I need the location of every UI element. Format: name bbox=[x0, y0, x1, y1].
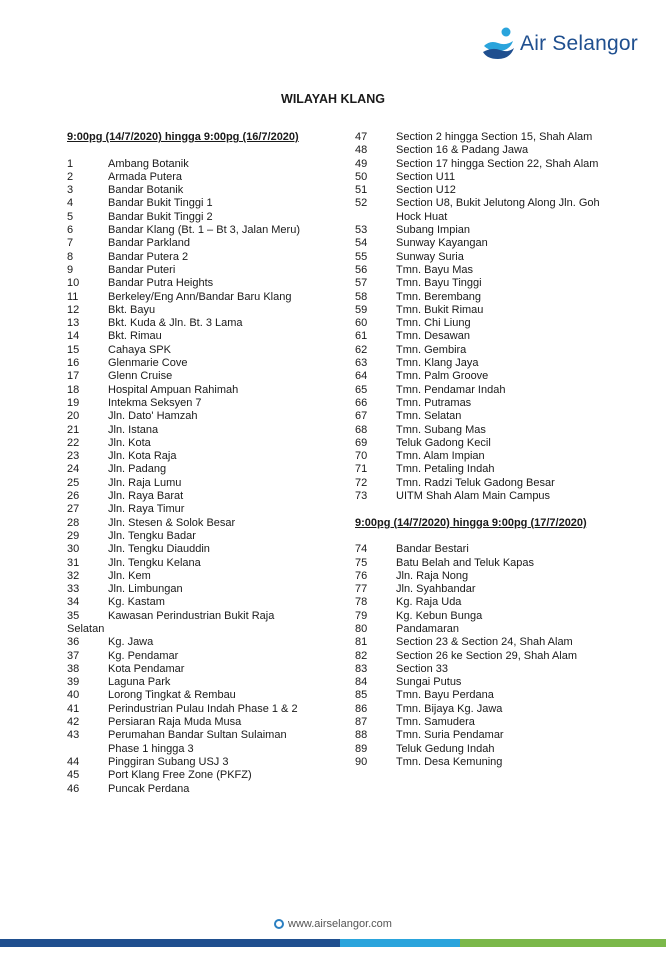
item-number: 18 bbox=[67, 383, 80, 396]
list-item bbox=[355, 703, 625, 716]
list-item bbox=[355, 317, 625, 330]
item-area-name: Section U11 bbox=[396, 170, 456, 183]
list-item bbox=[67, 756, 347, 769]
item-number: 24 bbox=[67, 463, 80, 476]
item-area-name: Tmn. Chi Liung bbox=[396, 317, 471, 330]
list-item bbox=[67, 503, 347, 516]
list-item bbox=[355, 450, 625, 463]
item-number: 33 bbox=[67, 583, 80, 596]
item-number: 79 bbox=[355, 609, 368, 622]
footer-bar-green bbox=[460, 939, 666, 947]
list-item bbox=[355, 171, 625, 184]
item-number: 39 bbox=[67, 676, 80, 689]
list-item bbox=[67, 543, 347, 556]
item-area-name: Bandar Putera 2 bbox=[108, 250, 189, 263]
list-item bbox=[67, 357, 347, 370]
item-number: 26 bbox=[67, 490, 80, 503]
item-number: 76 bbox=[355, 569, 368, 582]
item-area-name: Jln. Tengku Badar bbox=[108, 529, 196, 542]
item-area-name: Batu Belah and Teluk Kapas bbox=[396, 556, 535, 569]
schedule-header-2: 9:00pg (14/7/2020) hingga 9:00pg (17/7/2020) bbox=[355, 516, 587, 529]
list-item bbox=[355, 663, 625, 676]
list-item bbox=[355, 291, 625, 304]
item-area-name: Jln. Istana bbox=[108, 423, 159, 436]
item-number: 46 bbox=[67, 782, 80, 795]
item-number: 25 bbox=[67, 476, 80, 489]
column-left bbox=[67, 131, 347, 796]
globe-icon bbox=[274, 919, 284, 929]
item-area-name: Perindustrian Pulau Indah Phase 1 & 2 bbox=[108, 702, 298, 715]
list-item bbox=[355, 264, 625, 277]
item-number: 85 bbox=[355, 689, 368, 702]
item-area-name: Tmn. Bayu Perdana bbox=[396, 689, 494, 702]
item-number: 16 bbox=[67, 357, 80, 370]
list-item bbox=[355, 357, 625, 370]
list-item bbox=[355, 370, 625, 383]
list-item bbox=[355, 596, 625, 609]
item-area-name: Subang Impian bbox=[396, 224, 470, 237]
item-area-name: Lorong Tingkat & Rembau bbox=[108, 689, 236, 702]
item-area-name: Bandar Bukit Tinggi 1 bbox=[108, 197, 213, 210]
list-item bbox=[67, 636, 347, 649]
item-area-name: Ambang Botanik bbox=[108, 157, 189, 170]
item-number: 43 bbox=[67, 729, 80, 742]
item-area-name: Section 23 & Section 24, Shah Alam bbox=[396, 636, 573, 649]
item-number: 31 bbox=[67, 556, 80, 569]
item-area-name: Jln. Raya Timur bbox=[108, 503, 185, 516]
item-area-name: Kg. Kastam bbox=[108, 596, 165, 609]
item-area-name: Bandar Puteri bbox=[108, 263, 176, 276]
list-item bbox=[67, 197, 347, 210]
list-item bbox=[67, 610, 347, 623]
item-area-name: Tmn. Bayu Mas bbox=[396, 263, 474, 276]
item-area-name: Berkeley/Eng Ann/Bandar Baru Klang bbox=[108, 290, 292, 303]
item-number: 50 bbox=[355, 170, 368, 183]
list-item bbox=[67, 410, 347, 423]
list-item bbox=[355, 330, 625, 343]
item-area-name: Tmn. Bijaya Kg. Jawa bbox=[396, 702, 503, 715]
item-number: 6 bbox=[67, 224, 74, 237]
list-item bbox=[67, 224, 347, 237]
list-item bbox=[67, 171, 347, 184]
item-number: 40 bbox=[67, 689, 80, 702]
list-item bbox=[67, 330, 347, 343]
water-drop-logo-icon bbox=[480, 26, 516, 62]
item-area-name: Kg. Pendamar bbox=[108, 649, 179, 662]
list-item bbox=[355, 650, 625, 663]
item-number bbox=[67, 743, 108, 756]
item-number: 42 bbox=[67, 716, 80, 729]
item-area-name: Tmn. Radzi Teluk Gadong Besar bbox=[396, 476, 555, 489]
list-item bbox=[67, 251, 347, 264]
list-item bbox=[355, 158, 625, 171]
list-item bbox=[355, 424, 625, 437]
item-number: 30 bbox=[67, 543, 80, 556]
item-number bbox=[355, 211, 396, 224]
item-number: 12 bbox=[67, 303, 80, 316]
item-number: 87 bbox=[355, 716, 368, 729]
list-item bbox=[355, 676, 625, 689]
list-item bbox=[67, 304, 347, 317]
item-number: 28 bbox=[67, 516, 80, 529]
list-item bbox=[355, 144, 625, 157]
list-item bbox=[67, 530, 347, 543]
list-item bbox=[67, 517, 347, 530]
item-area-name: Persiaran Raja Muda Musa bbox=[108, 716, 242, 729]
item-area-name: Bandar Parkland bbox=[108, 237, 190, 250]
item-number: 70 bbox=[355, 450, 368, 463]
item-area-name: Jln. Raja Nong bbox=[396, 569, 469, 582]
list-item bbox=[355, 689, 625, 702]
item-area-name: Kota Pendamar bbox=[108, 662, 185, 675]
air-selangor-logo bbox=[480, 24, 638, 64]
list-item bbox=[355, 237, 625, 250]
item-area-name: Hock Huat bbox=[396, 210, 448, 223]
item-area-name: Section 17 hingga Section 22, Shah Alam bbox=[396, 157, 599, 170]
item-number: 34 bbox=[67, 596, 80, 609]
list-item bbox=[67, 743, 347, 756]
item-area-name: Bkt. Rimau bbox=[108, 330, 162, 343]
item-area-name: Kawasan Perindustrian Bukit Raja bbox=[108, 609, 275, 622]
item-area-name: Perumahan Bandar Sultan Sulaiman bbox=[108, 729, 287, 742]
list-item bbox=[355, 397, 625, 410]
list-item bbox=[67, 317, 347, 330]
item-number: 59 bbox=[355, 303, 368, 316]
item-number: 88 bbox=[355, 729, 368, 742]
column-right bbox=[355, 131, 625, 769]
list-item bbox=[355, 716, 625, 729]
item-number: 36 bbox=[67, 636, 80, 649]
item-number: 29 bbox=[67, 529, 80, 542]
item-area-name: Glenmarie Cove bbox=[108, 357, 188, 370]
list-item bbox=[67, 557, 347, 570]
area-list-3 bbox=[355, 543, 625, 769]
list-item bbox=[67, 463, 347, 476]
website-url: www.airselangor.com bbox=[288, 918, 392, 930]
item-area-name: Bandar Putra Heights bbox=[108, 277, 214, 290]
list-item bbox=[355, 477, 625, 490]
item-area-name: Tmn. Klang Jaya bbox=[396, 357, 479, 370]
list-item bbox=[67, 397, 347, 410]
item-area-name: Phase 1 hingga 3 bbox=[108, 742, 194, 755]
item-number: 9 bbox=[67, 263, 74, 276]
item-number: 55 bbox=[355, 250, 368, 263]
item-area-name: Jln. Kota Raja bbox=[108, 450, 177, 463]
item-number: 78 bbox=[355, 596, 368, 609]
item-number: 65 bbox=[355, 383, 368, 396]
item-number: 37 bbox=[67, 649, 80, 662]
list-item bbox=[355, 197, 625, 210]
list-item bbox=[67, 769, 347, 782]
list-item bbox=[67, 291, 347, 304]
item-number: 89 bbox=[355, 742, 368, 755]
item-area-name: Sunway Kayangan bbox=[396, 237, 488, 250]
item-area-name: Jln. Kota bbox=[108, 436, 151, 449]
item-area-name: Jln. Raya Barat bbox=[108, 490, 184, 503]
item-area-name: Bandar Botanik bbox=[108, 184, 184, 197]
item-number: 82 bbox=[355, 649, 368, 662]
item-number: 44 bbox=[67, 755, 80, 768]
item-area-name: Tmn. Samudera bbox=[396, 716, 475, 729]
item-area-name: Tmn. Petaling Indah bbox=[396, 463, 495, 476]
item-area-name: Glenn Cruise bbox=[108, 370, 173, 383]
item-area-name: Tmn. Pendamar Indah bbox=[396, 383, 506, 396]
footer-bar-blue bbox=[0, 939, 340, 947]
item-number: 51 bbox=[355, 184, 368, 197]
item-area-name: Jln. Dato' Hamzah bbox=[108, 410, 198, 423]
item-area-name: Kg. Raja Uda bbox=[396, 596, 462, 609]
list-item bbox=[67, 211, 347, 224]
list-item bbox=[67, 490, 347, 503]
item-area-name: Tmn. Gembira bbox=[396, 343, 467, 356]
item-number: 64 bbox=[355, 370, 368, 383]
item-number: 2 bbox=[67, 170, 74, 183]
list-item bbox=[355, 570, 625, 583]
item-number: 57 bbox=[355, 277, 368, 290]
item-area-name: Jln. Raja Lumu bbox=[108, 476, 182, 489]
list-item bbox=[67, 450, 347, 463]
item-area-name: Jln. Syahbandar bbox=[396, 583, 476, 596]
item-number: 1 bbox=[67, 157, 74, 170]
item-area-name: Tmn. Subang Mas bbox=[396, 423, 486, 436]
item-number: 53 bbox=[355, 224, 368, 237]
list-item bbox=[67, 184, 347, 197]
item-area-name: UITM Shah Alam Main Campus bbox=[396, 490, 551, 503]
item-area-name: Kg. Kebun Bunga bbox=[396, 609, 483, 622]
item-number: 35 bbox=[67, 609, 80, 622]
list-item bbox=[355, 610, 625, 623]
item-area-name: Selatan bbox=[67, 622, 105, 635]
item-area-name: Puncak Perdana bbox=[108, 782, 190, 795]
list-item bbox=[355, 557, 625, 570]
item-number: 68 bbox=[355, 423, 368, 436]
list-item bbox=[355, 184, 625, 197]
item-area-name: Tmn. Desawan bbox=[396, 330, 470, 343]
item-area-name: Bkt. Bayu bbox=[108, 303, 156, 316]
item-number: 80 bbox=[355, 622, 368, 635]
item-area-name: Pinggiran Subang USJ 3 bbox=[108, 755, 229, 768]
item-area-name: Jln. Limbungan bbox=[108, 583, 183, 596]
item-area-name: Teluk Gedung Indah bbox=[396, 742, 495, 755]
item-area-name: Jln. Kem bbox=[108, 569, 151, 582]
item-number: 41 bbox=[67, 702, 80, 715]
item-number: 73 bbox=[355, 490, 368, 503]
item-area-name: Sungai Putus bbox=[396, 676, 462, 689]
list-item bbox=[355, 437, 625, 450]
item-area-name: Cahaya SPK bbox=[108, 343, 171, 356]
list-item bbox=[67, 583, 347, 596]
item-area-name: Port Klang Free Zone (PKFZ) bbox=[108, 769, 252, 782]
item-number: 63 bbox=[355, 357, 368, 370]
list-item bbox=[67, 703, 347, 716]
list-item bbox=[67, 676, 347, 689]
item-number: 71 bbox=[355, 463, 368, 476]
item-area-name: Tmn. Bayu Tinggi bbox=[396, 277, 482, 290]
item-number: 7 bbox=[67, 237, 74, 250]
item-number: 5 bbox=[67, 210, 74, 223]
area-list-1 bbox=[67, 158, 347, 796]
item-number: 49 bbox=[355, 157, 368, 170]
item-number: 54 bbox=[355, 237, 368, 250]
list-item bbox=[355, 251, 625, 264]
item-number: 47 bbox=[355, 131, 368, 143]
list-item bbox=[67, 783, 347, 796]
item-number: 15 bbox=[67, 343, 80, 356]
list-item bbox=[67, 623, 347, 636]
item-number: 48 bbox=[355, 144, 368, 157]
list-item bbox=[67, 384, 347, 397]
list-item bbox=[355, 410, 625, 423]
list-item bbox=[355, 756, 625, 769]
item-number: 13 bbox=[67, 317, 80, 330]
item-area-name: Pandamaran bbox=[396, 622, 459, 635]
list-item bbox=[355, 463, 625, 476]
item-number: 45 bbox=[67, 769, 80, 782]
item-number: 8 bbox=[67, 250, 74, 263]
item-number: 75 bbox=[355, 556, 368, 569]
item-number: 77 bbox=[355, 583, 368, 596]
list-item bbox=[355, 211, 625, 224]
list-item bbox=[67, 277, 347, 290]
item-area-name: Tmn. Suria Pendamar bbox=[396, 729, 504, 742]
item-number: 62 bbox=[355, 343, 368, 356]
item-area-name: Jln. Stesen & Solok Besar bbox=[108, 516, 236, 529]
item-number: 66 bbox=[355, 396, 368, 409]
item-number: 56 bbox=[355, 263, 368, 276]
item-area-name: Sunway Suria bbox=[396, 250, 464, 263]
item-number: 14 bbox=[67, 330, 80, 343]
list-item bbox=[67, 663, 347, 676]
item-area-name: Tmn. Putramas bbox=[396, 396, 472, 409]
item-area-name: Jln. Padang bbox=[108, 463, 167, 476]
list-item bbox=[355, 623, 625, 636]
item-number: 19 bbox=[67, 396, 80, 409]
list-item bbox=[355, 131, 625, 144]
item-area-name: Section 2 hingga Section 15, Shah Alam bbox=[396, 131, 593, 143]
item-number: 38 bbox=[67, 662, 80, 675]
item-number: 17 bbox=[67, 370, 80, 383]
item-area-name: Tmn. Alam Impian bbox=[396, 450, 485, 463]
item-area-name: Tmn. Desa Kemuning bbox=[396, 755, 503, 768]
footer-color-bar bbox=[0, 939, 666, 947]
item-area-name: Hospital Ampuan Rahimah bbox=[108, 383, 239, 396]
item-area-name: Tmn. Palm Groove bbox=[396, 370, 489, 383]
item-number: 67 bbox=[355, 410, 368, 423]
list-item bbox=[355, 743, 625, 756]
list-item bbox=[67, 596, 347, 609]
page-title: WILAYAH KLANG bbox=[281, 92, 385, 106]
item-area-name: Section U8, Bukit Jelutong Along Jln. Goh bbox=[396, 197, 600, 210]
list-item bbox=[355, 277, 625, 290]
item-number: 81 bbox=[355, 636, 368, 649]
item-area-name: Intekma Seksyen 7 bbox=[108, 396, 202, 409]
list-item bbox=[355, 304, 625, 317]
item-number: 90 bbox=[355, 755, 368, 768]
list-item bbox=[355, 490, 625, 503]
item-number: 69 bbox=[355, 436, 368, 449]
item-number: 72 bbox=[355, 476, 368, 489]
item-area-name: Section U12 bbox=[396, 184, 456, 197]
list-item bbox=[67, 729, 347, 742]
item-area-name: Bandar Klang (Bt. 1 – Bt 3, Jalan Meru) bbox=[108, 224, 300, 237]
list-item bbox=[67, 370, 347, 383]
list-item bbox=[355, 384, 625, 397]
list-item bbox=[67, 689, 347, 702]
item-number: 4 bbox=[67, 197, 74, 210]
item-number: 11 bbox=[67, 290, 79, 303]
list-item bbox=[67, 344, 347, 357]
list-item bbox=[67, 570, 347, 583]
list-item bbox=[355, 583, 625, 596]
item-number: 10 bbox=[67, 277, 80, 290]
item-area-name: Tmn. Selatan bbox=[396, 410, 462, 423]
item-area-name: Bkt. Kuda & Jln. Bt. 3 Lama bbox=[108, 317, 243, 330]
item-area-name: Teluk Gadong Kecil bbox=[396, 436, 491, 449]
item-number: 23 bbox=[67, 450, 80, 463]
item-area-name: Kg. Jawa bbox=[108, 636, 154, 649]
list-item bbox=[67, 716, 347, 729]
item-area-name: Section 33 bbox=[396, 662, 448, 675]
item-number: 32 bbox=[67, 569, 80, 582]
item-area-name: Bandar Bestari bbox=[396, 543, 469, 556]
list-item bbox=[355, 344, 625, 357]
list-item bbox=[67, 424, 347, 437]
item-area-name: Bandar Bukit Tinggi 2 bbox=[108, 210, 213, 223]
item-area-name: Armada Putera bbox=[108, 170, 182, 183]
item-number: 61 bbox=[355, 330, 368, 343]
area-list-2 bbox=[355, 131, 625, 503]
item-number: 74 bbox=[355, 543, 368, 556]
list-item bbox=[67, 264, 347, 277]
list-item bbox=[355, 729, 625, 742]
item-area-name: Section 26 ke Section 29, Shah Alam bbox=[396, 649, 578, 662]
item-number: 20 bbox=[67, 410, 80, 423]
item-area-name: Jln. Tengku Diauddin bbox=[108, 543, 210, 556]
footer-website bbox=[0, 918, 666, 930]
item-number: 22 bbox=[67, 436, 80, 449]
item-number: 86 bbox=[355, 702, 368, 715]
brand-name: Air Selangor bbox=[520, 32, 638, 55]
item-number: 83 bbox=[355, 662, 368, 675]
item-area-name: Laguna Park bbox=[108, 676, 171, 689]
item-area-name: Tmn. Berembang bbox=[396, 290, 481, 303]
item-area-name: Section 16 & Padang Jawa bbox=[396, 144, 529, 157]
list-item bbox=[355, 543, 625, 556]
schedule-header-1: 9:00pg (14/7/2020) hingga 9:00pg (16/7/2020) bbox=[67, 131, 299, 143]
list-item bbox=[67, 437, 347, 450]
list-item bbox=[67, 650, 347, 663]
list-item bbox=[355, 636, 625, 649]
item-number: 52 bbox=[355, 197, 368, 210]
item-number: 21 bbox=[67, 423, 80, 436]
item-area-name: Tmn. Bukit Rimau bbox=[396, 303, 484, 316]
list-item bbox=[67, 477, 347, 490]
item-number: 27 bbox=[67, 503, 80, 516]
item-number: 60 bbox=[355, 317, 368, 330]
item-number: 3 bbox=[67, 184, 74, 197]
item-area-name: Jln. Tengku Kelana bbox=[108, 556, 201, 569]
list-item bbox=[355, 224, 625, 237]
item-number: 58 bbox=[355, 290, 368, 303]
item-number: 84 bbox=[355, 676, 368, 689]
list-item bbox=[67, 237, 347, 250]
footer-bar-cyan bbox=[340, 939, 460, 947]
list-item bbox=[67, 158, 347, 171]
